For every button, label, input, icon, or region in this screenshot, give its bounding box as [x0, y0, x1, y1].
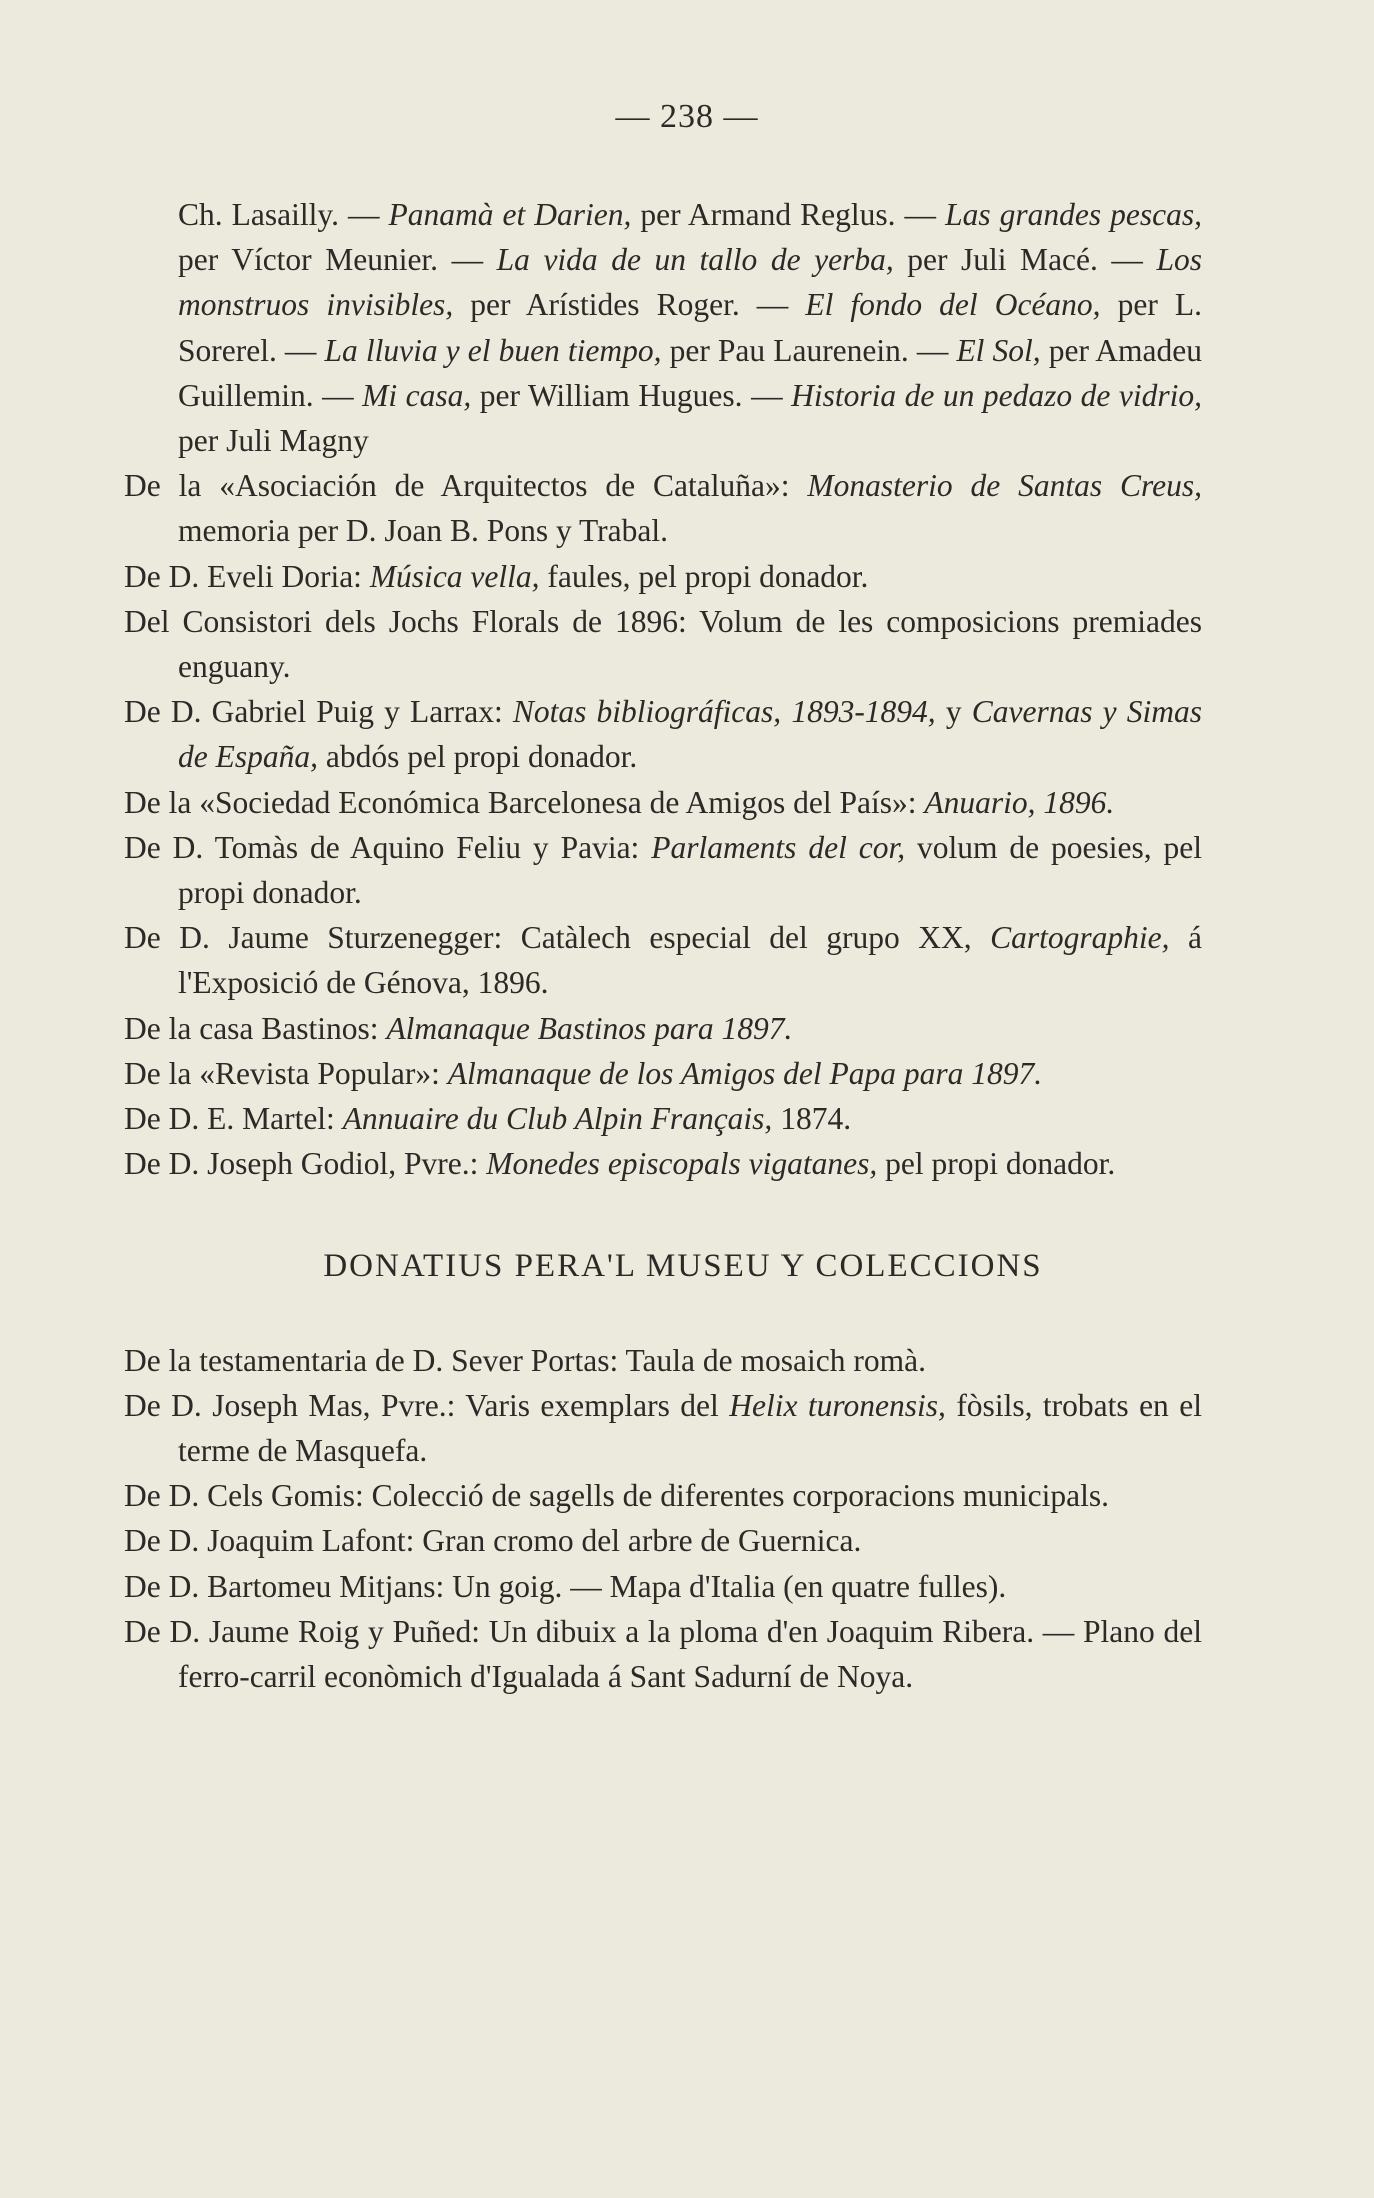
book-title: Notas bibliográficas, 1893-1894,	[512, 694, 936, 730]
text: De D. Joaquim Lafont: Gran cromo del arbre de Guernica.	[124, 1523, 862, 1559]
text: per L. Sorerel. —	[178, 287, 1203, 368]
donation-entry	[124, 1141, 1202, 1186]
book-title: Monedes episcopals vigatanes,	[486, 1146, 878, 1182]
page-number: — 238 —	[615, 98, 759, 135]
donation-entry	[124, 1096, 1202, 1141]
text: y	[935, 694, 972, 730]
book-title: Almanaque de los Amigos del Papa para 1897.	[447, 1055, 1043, 1091]
book-title: Parlaments del cor,	[651, 829, 906, 865]
text: fòsils, trobats en el terme de Masquefa.	[178, 1387, 1202, 1469]
text: per Amadeu Guillemin. —	[178, 332, 1203, 413]
section-heading: DONATIUS PERA'L MUSEU Y COLECCIONS	[323, 1248, 1043, 1285]
book-title: El Sol,	[956, 332, 1041, 368]
donation-entry	[124, 463, 1202, 553]
donation-entry	[124, 780, 1202, 825]
text: De D. Tomàs de Aquino Feliu y Pavia:	[124, 829, 652, 865]
text: 1874.	[772, 1101, 852, 1137]
text: De la «Asociación de Arquitectos de Cataluña»:	[124, 468, 808, 504]
museum-entry	[124, 1609, 1202, 1699]
text: De D. Joseph Godiol, Pvre.:	[124, 1146, 487, 1182]
text: De D. E. Martel:	[124, 1101, 343, 1137]
donation-entry	[124, 1006, 1202, 1051]
text: volum de poesies, pel propi donador.	[178, 829, 1202, 911]
text: Ch. Lasailly. —	[178, 197, 389, 232]
book-title: Los monstruos invisibles,	[178, 242, 1202, 323]
text: De D. Cels Gomis: Colecció de sagells de diferentes corporacions municipals.	[124, 1478, 1109, 1514]
museum-entry	[124, 1518, 1202, 1563]
book-title: Almanaque Bastinos para 1897.	[386, 1010, 793, 1046]
book-title: El fondo del Océano,	[805, 287, 1101, 323]
text: abdós pel propi donador.	[317, 739, 638, 775]
book-title: Música vella,	[369, 558, 540, 594]
text: De la casa Bastinos:	[124, 1010, 387, 1046]
museum-entry	[124, 1564, 1202, 1609]
book-title: La lluvia y el buen tiempo,	[324, 332, 662, 368]
book-title: Monasterio de Santas Creus,	[807, 468, 1202, 504]
text: De D. Bartomeu Mitjans: Un goig. — Mapa d'Italia (en quatre fulles).	[124, 1568, 1007, 1604]
text: per Juli Magny	[178, 423, 369, 459]
continued-entry	[124, 192, 1202, 463]
text: De la «Sociedad Económica Barcelonesa de Amigos del País»:	[124, 784, 925, 820]
donation-entry	[124, 1051, 1202, 1096]
book-title: Historia de un pedazo de vidrio,	[791, 377, 1202, 413]
museum-entry	[124, 1473, 1202, 1518]
book-title: Las grandes pescas,	[945, 197, 1202, 232]
text: De la «Revista Popular»:	[124, 1055, 448, 1091]
page-body	[124, 192, 1202, 1699]
text: per Arístides Roger. —	[453, 287, 806, 323]
book-title: La vida de un tallo de yerba,	[496, 242, 894, 278]
text: á l'Exposició de Génova, 1896.	[178, 920, 1202, 1001]
donation-entry	[124, 915, 1202, 1005]
text: De D. Jaume Roig y Puñed: Un dibuix a la ploma d'en Joaquim Ribera. — Plano del ferro-carril econòmich d'Igualada á Sant Sadurní de Noya.	[124, 1613, 1202, 1695]
text: per Juli Macé. —	[893, 242, 1157, 278]
donation-entry	[124, 554, 1202, 599]
book-title: Cartographie,	[990, 920, 1170, 956]
book-title: Mi casa,	[362, 377, 472, 413]
text: De D. Eveli Doria:	[124, 558, 370, 594]
text: per Pau Laurenein. —	[661, 332, 957, 368]
book-title: Annuaire du Club Alpin Français,	[342, 1101, 773, 1137]
species-name: Helix turonensis,	[729, 1387, 946, 1423]
museum-entry	[124, 1383, 1202, 1473]
donation-entry	[124, 599, 1202, 689]
text: memoria per D. Joan B. Pons y Trabal.	[178, 513, 668, 549]
text: De D. Gabriel Puig y Larrax:	[124, 694, 513, 730]
text: pel propi donador.	[877, 1146, 1116, 1182]
text: per William Hugues. —	[471, 377, 792, 413]
text: De D. Joseph Mas, Pvre.: Varis exemplars del	[124, 1387, 730, 1423]
museum-entry	[124, 1338, 1202, 1383]
book-title: Panamà et Darien,	[388, 197, 632, 232]
text: per Víctor Meunier. —	[178, 242, 497, 278]
text: De la testamentaria de D. Sever Portas: Taula de mosaich romà.	[124, 1342, 926, 1378]
book-title: Anuario, 1896.	[924, 784, 1115, 820]
text: De D. Jaume Sturzenegger: Catàlech especial del grupo XX,	[124, 920, 991, 956]
book-title: Cavernas y Simas de España,	[178, 694, 1203, 775]
text: per Armand Reglus. —	[631, 197, 946, 232]
donation-entry	[124, 689, 1202, 779]
donation-entry	[124, 825, 1202, 915]
text: Del Consistori dels Jochs Florals de 1896: Volum de les composicions premiades enguany.	[124, 603, 1202, 685]
text: faules, pel propi donador.	[539, 558, 869, 594]
